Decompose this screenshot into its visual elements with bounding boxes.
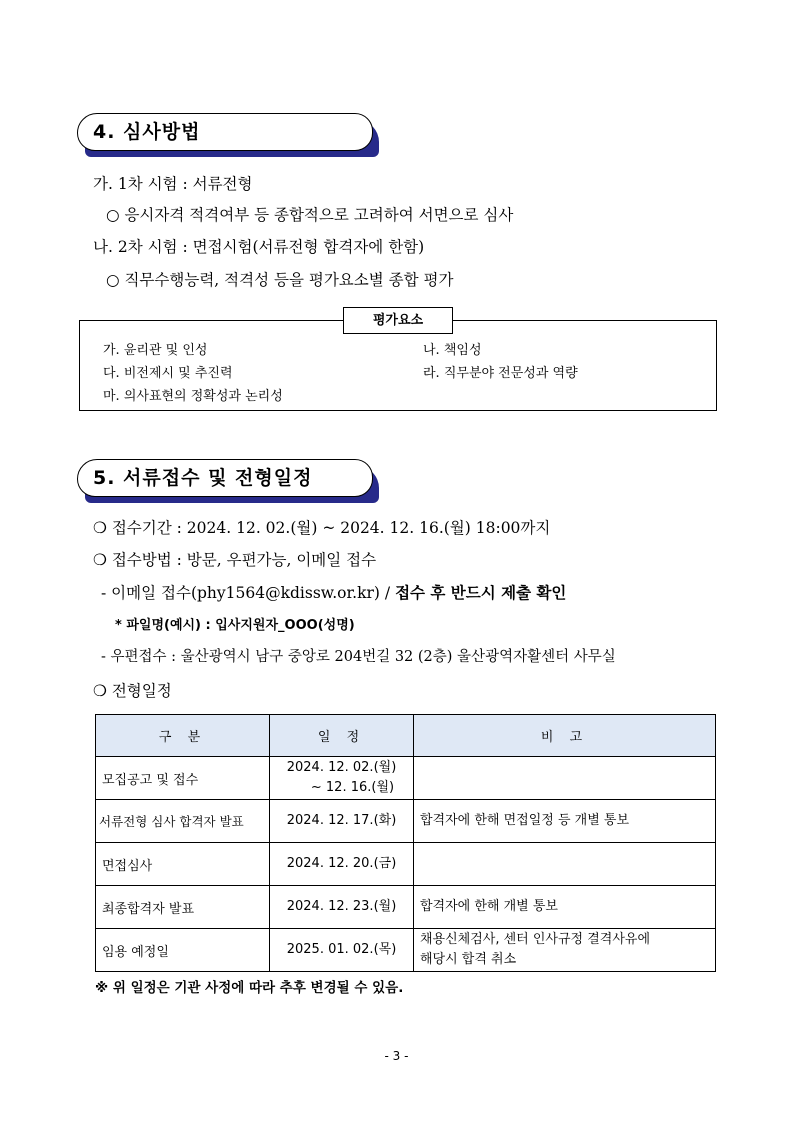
email-line: - 이메일 접수(phy1564@kdissw.or.kr) / <box>101 584 391 602</box>
table-row <box>96 757 716 800</box>
stage-cell: 임용 예정일 <box>96 929 270 972</box>
stage-cell: 서류전형 심사 합격자 발표 <box>96 800 270 843</box>
note-cell <box>414 843 716 886</box>
section-4-heading <box>77 113 373 151</box>
stage-cell: 면접심사 <box>96 843 270 886</box>
schedule-heading: ❍ 전형일정 <box>93 682 172 700</box>
date-cell: 2024. 12. 02.(월) ~ 12. 16.(월) <box>270 757 414 800</box>
header-note: 비 고 <box>414 715 716 757</box>
note-cell <box>414 757 716 800</box>
table-row <box>96 929 716 972</box>
note-cell: 합격자에 한해 개별 통보 <box>414 886 716 929</box>
page-number: - 3 - <box>384 1049 409 1063</box>
table-row <box>96 843 716 886</box>
criteria-item: 가. 윤리관 및 인성 <box>103 343 208 358</box>
note-cell: 채용신체검사, 센터 인사규정 결격사유에 해당시 합격 취소 <box>414 929 716 972</box>
exam-step-1: 가. 1차 시험 : 서류전형 <box>93 175 253 193</box>
filename-example: * 파일명(예시) : 입사지원자_OOO(성명) <box>115 618 355 633</box>
section-4-title: 4. 심사방법 <box>93 121 201 143</box>
section-5-title: 5. 서류접수 및 전형일정 <box>93 467 313 489</box>
criteria-label: 평가요소 <box>343 307 453 334</box>
postal-submission: - 우편접수 : 울산광역시 남구 중앙로 204번길 32 (2층) 울산광역자활센터 사무실 <box>101 649 616 665</box>
note-cell: 합격자에 한해 면접일정 등 개별 통보 <box>414 800 716 843</box>
table-header-row <box>96 715 716 757</box>
criteria-item: 나. 책임성 <box>423 343 482 358</box>
criteria-item: 라. 직무분야 전문성과 역량 <box>423 366 578 381</box>
application-method: ❍ 접수방법 : 방문, 우편가능, 이메일 접수 <box>93 551 377 569</box>
date-cell: 2024. 12. 23.(월) <box>270 886 414 929</box>
date-cell: 2025. 01. 02.(목) <box>270 929 414 972</box>
schedule-table <box>95 714 716 972</box>
stage-cell: 모집공고 및 접수 <box>96 757 270 800</box>
exam-step-2-detail: ○ 직무수행능력, 적격성 등을 평가요소별 종합 평가 <box>106 271 454 289</box>
criteria-item: 마. 의사표현의 정확성과 논리성 <box>103 389 283 404</box>
exam-step-1-detail: ○ 응시자격 적격여부 등 종합적으로 고려하여 서면으로 심사 <box>106 206 514 224</box>
schedule-footnote: ※ 위 일정은 기관 사정에 따라 추후 변경될 수 있음. <box>95 980 404 996</box>
stage-cell: 최종합격자 발표 <box>96 886 270 929</box>
exam-step-2: 나. 2차 시험 : 면접시험(서류전형 합격자에 한함) <box>93 238 425 256</box>
email-emphasis: 접수 후 반드시 제출 확인 <box>395 584 567 602</box>
table-row <box>96 800 716 843</box>
table-row <box>96 886 716 929</box>
date-cell: 2024. 12. 17.(화) <box>270 800 414 843</box>
section-5-heading <box>77 459 373 497</box>
header-stage: 구 분 <box>96 715 270 757</box>
application-period: ❍ 접수기간 : 2024. 12. 02.(월) ~ 2024. 12. 16.(월) 18:00까지 <box>93 519 551 537</box>
criteria-item: 다. 비전제시 및 추진력 <box>103 366 233 381</box>
date-cell: 2024. 12. 20.(금) <box>270 843 414 886</box>
email-submission <box>101 581 566 603</box>
header-date: 일 정 <box>270 715 414 757</box>
